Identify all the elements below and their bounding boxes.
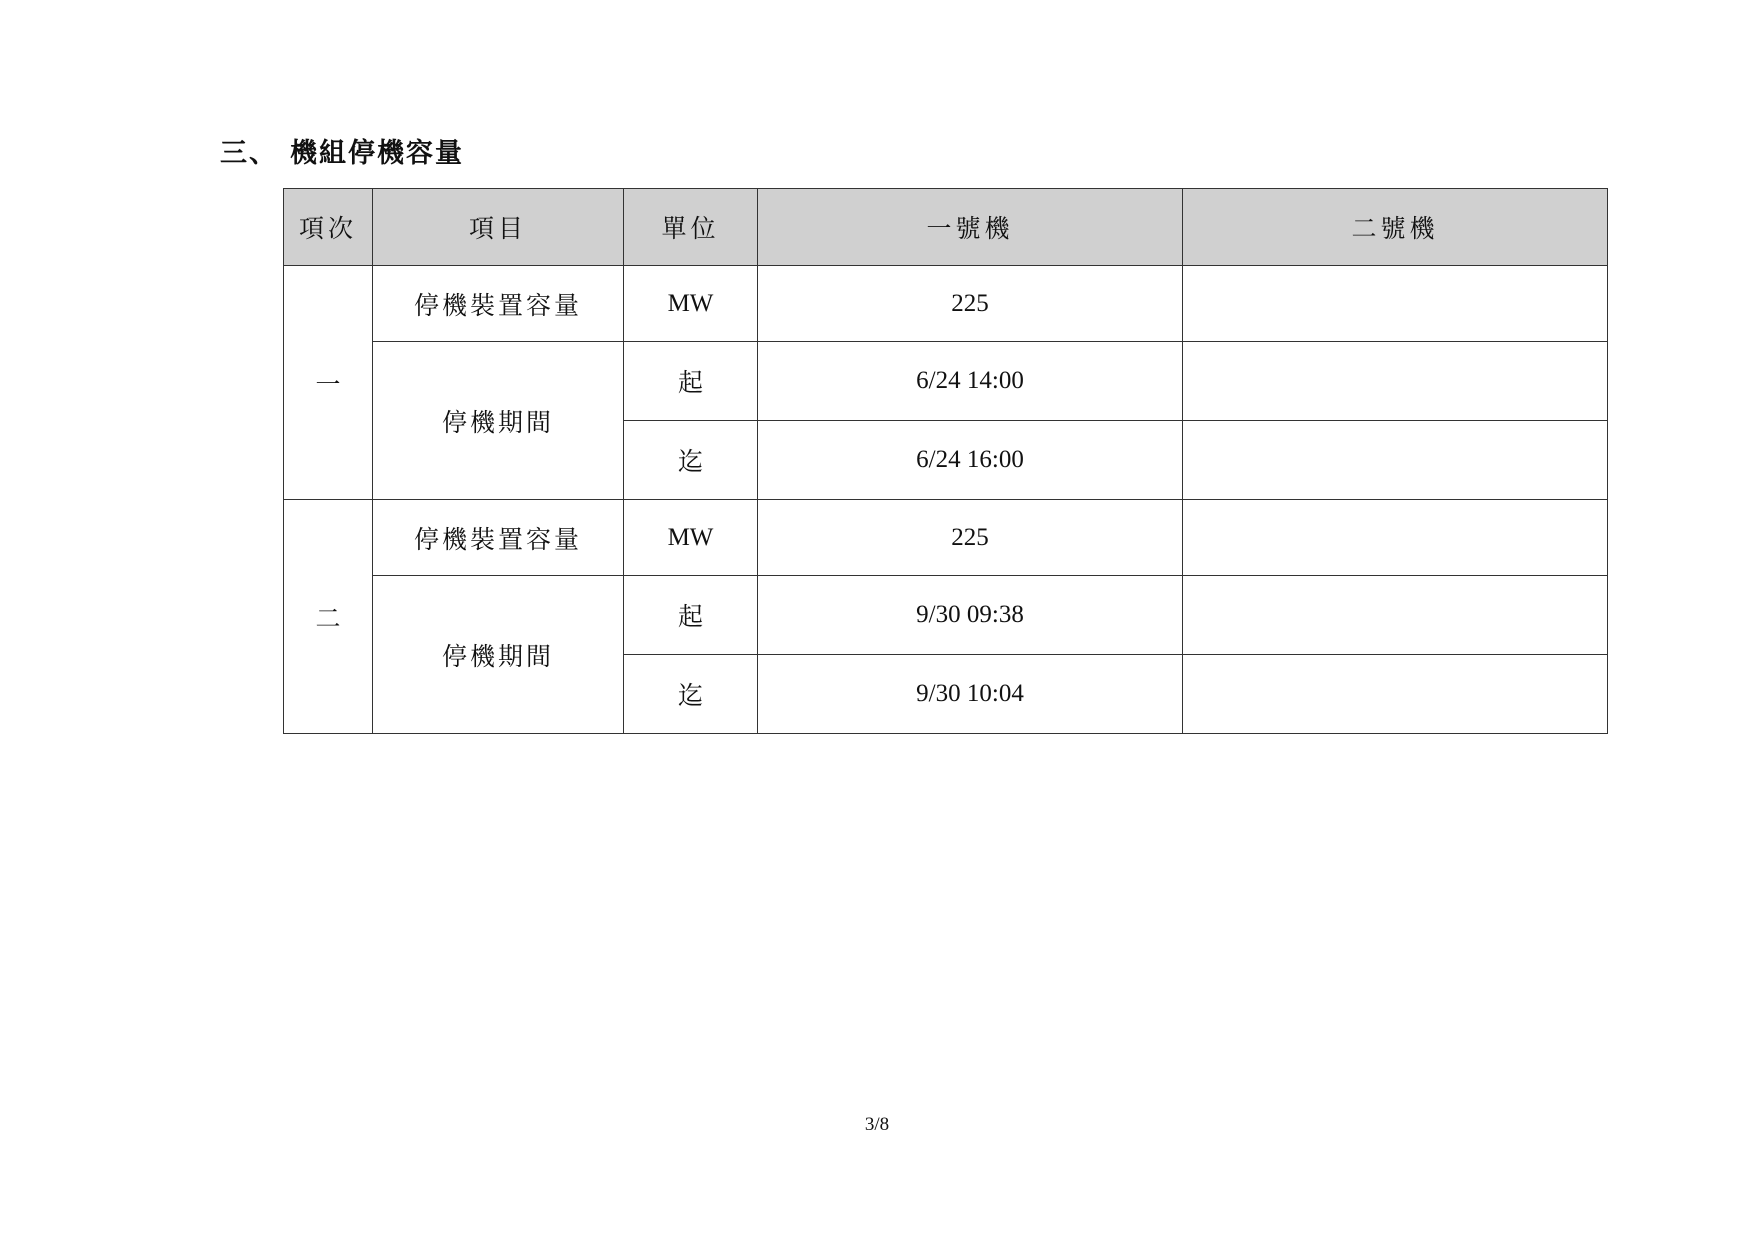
table-row	[284, 500, 1608, 576]
capacity-value-unit1: 225	[758, 500, 1183, 576]
period-label: 停機期間	[373, 576, 624, 734]
capacity-label: 停機裝置容量	[373, 266, 624, 342]
end-value-unit2	[1183, 421, 1608, 500]
start-label: 起	[624, 342, 758, 421]
group-index: 二	[284, 500, 373, 734]
start-value-unit1: 6/24 14:00	[758, 342, 1183, 421]
table-header-row	[284, 189, 1608, 266]
end-label: 迄	[624, 655, 758, 734]
header-unit: 單位	[624, 189, 758, 266]
header-item-no: 項次	[284, 189, 373, 266]
section-heading	[220, 131, 464, 170]
capacity-value-unit2	[1183, 266, 1608, 342]
section-number: 三、	[220, 138, 278, 169]
start-value-unit2	[1183, 576, 1608, 655]
table-row	[284, 576, 1608, 655]
header-unit-2: 二號機	[1183, 189, 1608, 266]
group-index: 一	[284, 266, 373, 500]
header-item: 項目	[373, 189, 624, 266]
end-value-unit1: 9/30 10:04	[758, 655, 1183, 734]
end-value-unit2	[1183, 655, 1608, 734]
table-row	[284, 266, 1608, 342]
header-unit-1: 一號機	[758, 189, 1183, 266]
start-value-unit1: 9/30 09:38	[758, 576, 1183, 655]
start-label: 起	[624, 576, 758, 655]
end-value-unit1: 6/24 16:00	[758, 421, 1183, 500]
capacity-value-unit2	[1183, 500, 1608, 576]
capacity-unit: MW	[624, 266, 758, 342]
end-label: 迄	[624, 421, 758, 500]
capacity-unit: MW	[624, 500, 758, 576]
start-value-unit2	[1183, 342, 1608, 421]
period-label: 停機期間	[373, 342, 624, 500]
table-row	[284, 342, 1608, 421]
page-number: 3/8	[864, 1114, 890, 1135]
capacity-value-unit1: 225	[758, 266, 1183, 342]
section-title: 機組停機容量	[290, 138, 464, 169]
outage-capacity-table	[283, 188, 1608, 734]
capacity-label: 停機裝置容量	[373, 500, 624, 576]
